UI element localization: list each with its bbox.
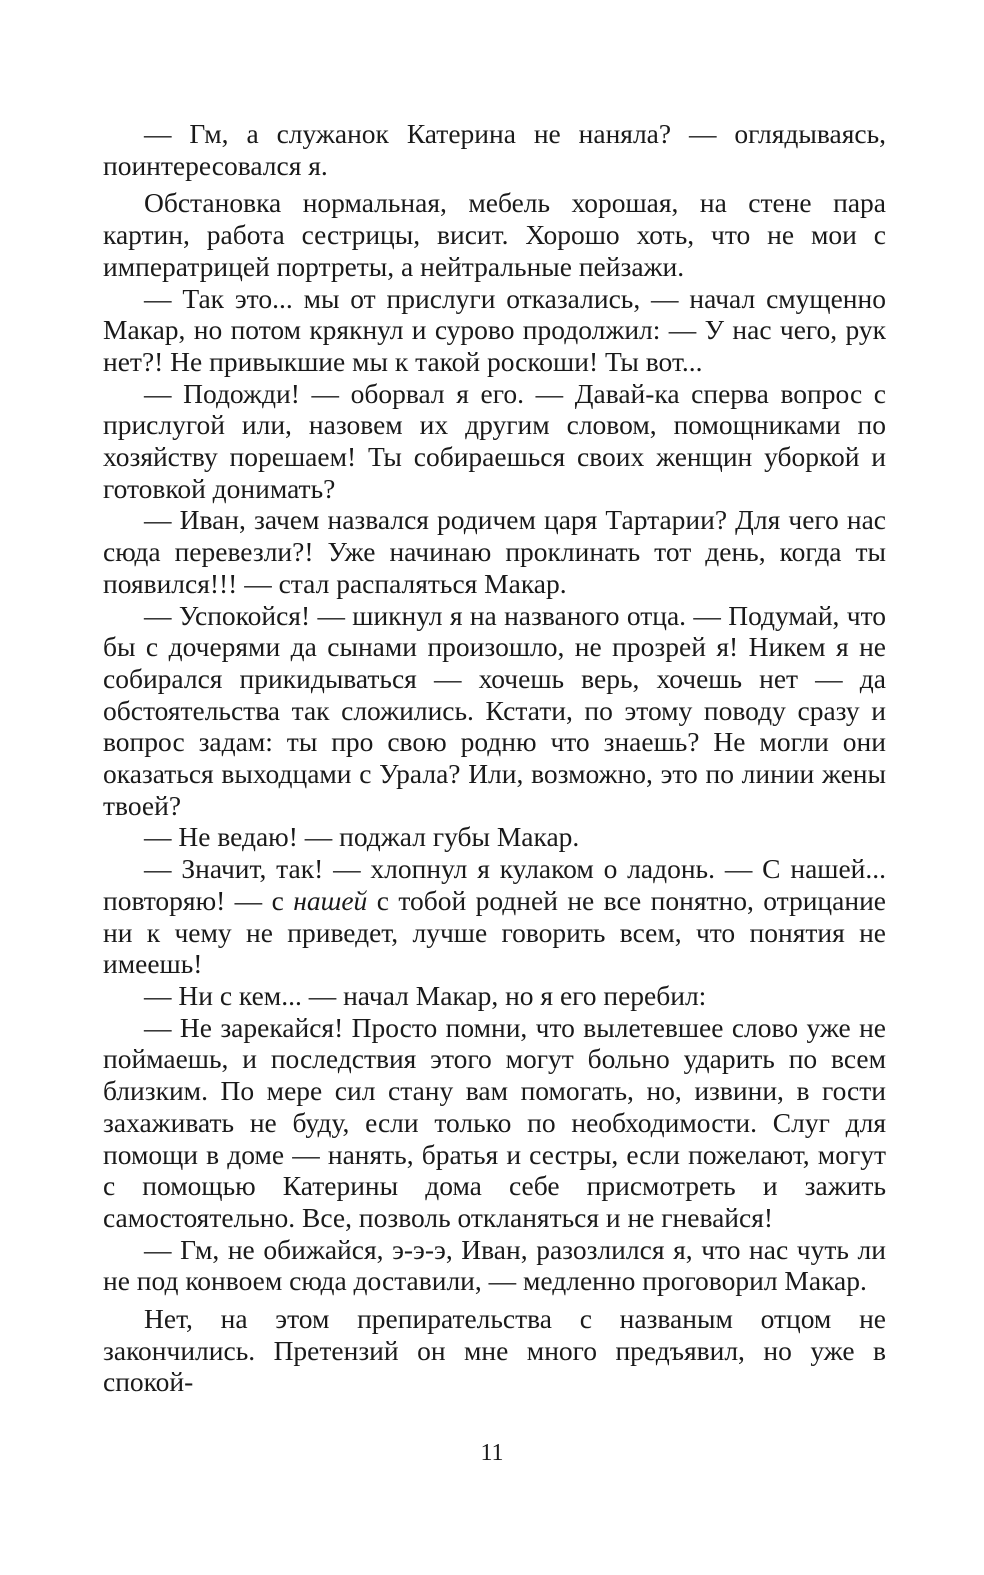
paragraph: Нет, на этом препирательства с названым отцом не закончились. Претензий он мне много предъявил, но уже в спокой- [103,1303,886,1398]
emphasized-word: нашей [293,884,368,916]
paragraph-with-emphasis [103,853,886,980]
paragraph: — Успокойся! — шикнул я на названого отца. — Подумай, что бы с дочерями да сынами произошло, не прозрей я! Никем я не собирался прикидываться — хочешь верь, хочешь нет — да обстоятельства так сложились. Кстати, по этому поводу сразу и вопрос задам: ты про свою родню что знаешь? Не могли они оказаться выходцами с Урала? Или, возможно, это по линии жены твоей? [103,599,886,821]
paragraph-text-before: — Значит, так! — хлопнул я кулаком о ладонь. — С нашей... повторяю! — с [103,853,886,916]
paragraph: — Подожди! — оборвал я его. — Давай-ка сперва вопрос с прислугой или, назовем их другим словом, помощниками по хозяйству порешаем! Ты собираешься своих женщин уборкой и готовкой донимать? [103,377,886,504]
paragraph: — Гм, не обижайся, э-э-э, Иван, разозлился я, что нас чуть ли не под конвоем сюда доставили, — медленно проговорил Макар. [103,1233,886,1297]
paragraph: — Не зарекайся! Просто помни, что вылетевшее слово уже не поймаешь, и последствия этого могут больно ударить по всем близким. По мере сил стану вам помогать, но, извини, в гости захаживать не буду, если только по необходимости. Слуг для помощи в доме — нанять, братья и сестры, если пожелают, могут с помощью Катерины дома себе присмотреть и зажить самостоятельно. Все, позволь откланяться и не гневайся! [103,1011,886,1233]
paragraph: — Гм, а служанок Катерина не наняла? — оглядываясь, поинтересовался я. [103,118,886,181]
paragraph: — Не ведаю! — поджал губы Макар. [144,821,580,853]
paragraph: — Иван, зачем назвался родичем царя Тартарии? Для чего нас сюда перевезли?! Уже начинаю проклинать тот день, когда ты появился!!! — стал распаляться Макар. [103,504,886,599]
paragraph: — Так это... мы от прислуги отказались, — начал смущенно Макар, но потом крякнул и сурово продолжил: — У нас чего, рук нет?! Не привыкшие мы к такой роскоши! Ты вот... [103,282,886,377]
paragraph: — Ни с кем... — начал Макар, но я его перебил: [144,979,707,1011]
paragraph: Обстановка нормальная, мебель хорошая, на стене пара картин, работа сестрицы, висит. Хорошо хоть, что не мои с императрицей портреты, а нейтральные пейзажи. [103,187,886,282]
page-body [103,118,886,1398]
paragraph-text-after: с тобой родней не все понятно, отрицание ни к чему не приведет, лучше говорить всем, что понятия не имеешь! [103,884,886,980]
page-number: 11 [480,1440,504,1466]
